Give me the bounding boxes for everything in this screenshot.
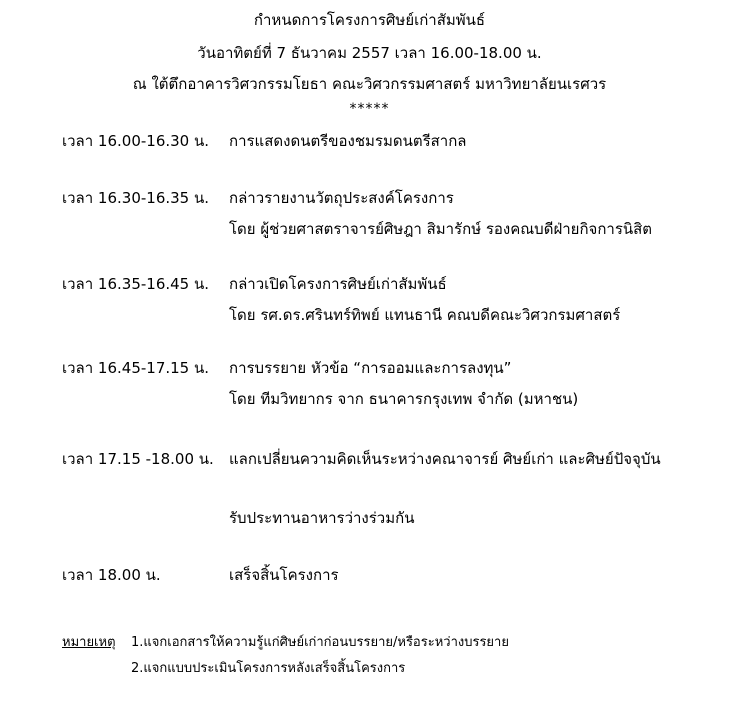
document-title: กำหนดการโครงการศิษย์เก่าสัมพันธ์: [253, 11, 486, 29]
schedule-item: [0, 131, 739, 191]
schedule-time: เวลา 16.30-16.35 น.: [62, 189, 210, 207]
remark-item: 1.แจกเอกสารให้ความรู้แก่ศิษย์เก่าก่อนบรรยาย/หรือระหว่างบรรยาย: [131, 635, 509, 650]
schedule-item: [0, 274, 739, 334]
remark-item: 2.แจกแบบประเมินโครงการหลังเสร็จสิ้นโครงการ: [131, 661, 406, 676]
schedule-time: เวลา 16.00-16.30 น.: [62, 132, 210, 150]
schedule-speaker: โดย ทีมวิทยากร จาก ธนาคารกรุงเทพ จำกัด (มหาชน): [229, 390, 579, 408]
schedule-item: [0, 449, 739, 509]
schedule-time: เวลา 18.00 น.: [62, 566, 161, 584]
schedule-activity: กล่าวรายงานวัตถุประสงค์โครงการ: [229, 189, 454, 207]
schedule-activity: แลกเปลี่ยนความคิดเห็นระหว่างคณาจารย์ ศิษย์เก่า และศิษย์ปัจจุบัน: [229, 450, 661, 468]
schedule-speaker: โดย รศ.ดร.ศรินทร์ทิพย์ แทนธานี คณบดีคณะวิศวกรมศาสตร์: [229, 306, 621, 324]
schedule-item: [0, 188, 739, 248]
schedule-activity: รับประทานอาหารว่างร่วมกัน: [229, 509, 415, 527]
header-separator: *****: [349, 101, 390, 117]
schedule-activity: กล่าวเปิดโครงการศิษย์เก่าสัมพันธ์: [229, 275, 447, 293]
schedule-item: [0, 508, 739, 568]
schedule-item: [0, 358, 739, 418]
schedule-item: [0, 565, 739, 625]
schedule-speaker: โดย ผู้ช่วยศาสตราจารย์ศิษฎา สิมารักษ์ รองคณบดีฝ่ายกิจการนิสิต: [229, 220, 653, 238]
event-venue-line: ณ ใต้ตึกอาคารวิศวกรรมโยธา คณะวิศวกรรมศาสตร์ มหาวิทยาลัยนเรศวร: [132, 75, 607, 93]
schedule-time: เวลา 16.35-16.45 น.: [62, 275, 210, 293]
event-date-line: วันอาทิตย์ที่ 7 ธันวาคม 2557 เวลา 16.00-18.00 น.: [197, 44, 542, 62]
schedule-time: เวลา 16.45-17.15 น.: [62, 359, 210, 377]
remarks-label: หมายเหตุ: [62, 635, 116, 650]
schedule-activity: การแสดงดนตรีของชมรมดนตรีสากล: [229, 132, 467, 150]
schedule-activity: การบรรยาย หัวข้อ “การออมและการลงทุน”: [229, 359, 512, 377]
schedule-activity: เสร็จสิ้นโครงการ: [229, 566, 339, 584]
schedule-time: เวลา 17.15 -18.00 น.: [62, 450, 214, 468]
